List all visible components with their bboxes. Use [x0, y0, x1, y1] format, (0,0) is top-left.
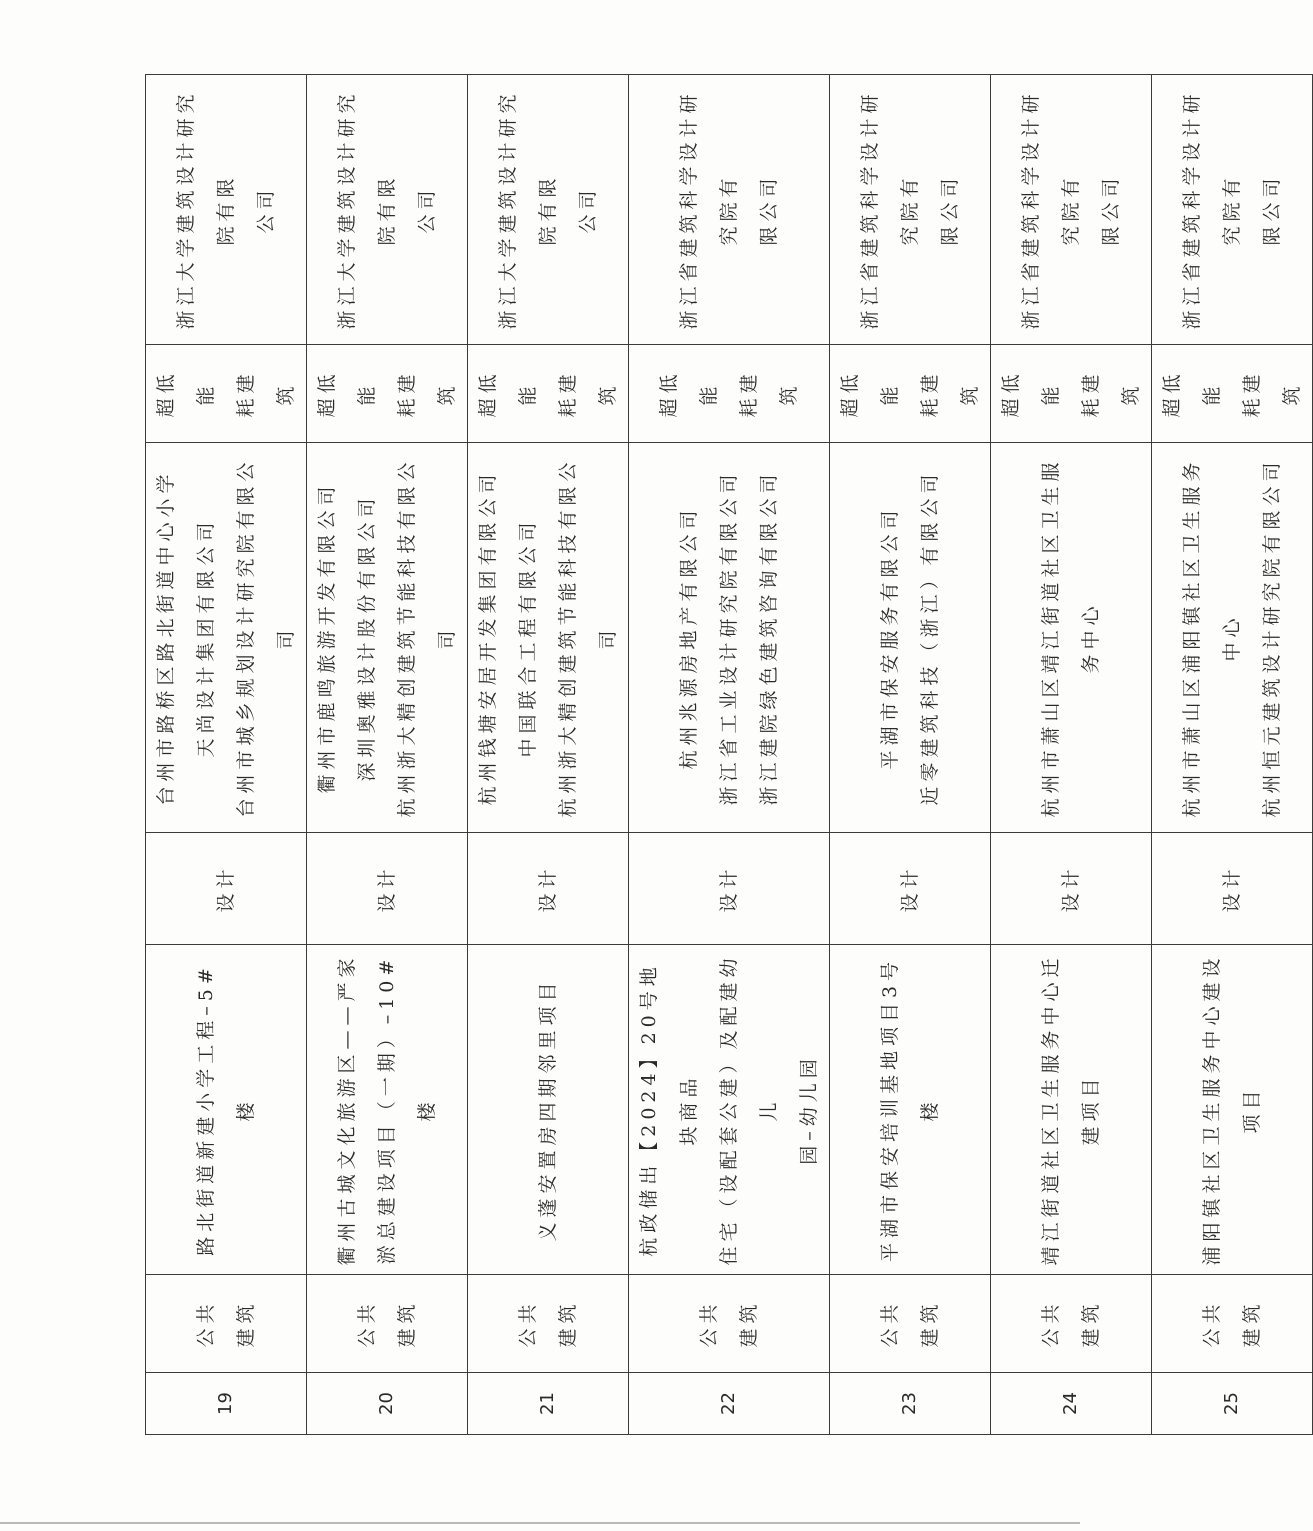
serial-number-cell: 21	[468, 1373, 629, 1435]
support-unit-cell	[146, 75, 307, 345]
table-row	[1152, 75, 1313, 1435]
cell-line: 杭州兆源房地产有限公司	[678, 505, 700, 770]
rotated-page	[145, 75, 1303, 1435]
building-type-cell	[468, 1275, 629, 1373]
support-unit-cell	[468, 75, 629, 345]
project-name-cell	[146, 945, 307, 1275]
cell-line: 园–幼儿园	[798, 1054, 820, 1165]
support-unit-cell	[1152, 75, 1313, 345]
technology-type-cell	[468, 345, 629, 443]
cell-line: 浙江省建筑科学设计研究院有	[678, 89, 740, 330]
building-type-cell	[307, 1275, 468, 1373]
page-bottom-rule	[0, 1522, 1080, 1524]
serial-number-cell: 22	[629, 1373, 830, 1435]
cell-line: 浙江省工业设计研究院有限公司	[718, 469, 740, 806]
cell-line: 耗建筑	[557, 369, 619, 418]
project-name-cell	[468, 945, 629, 1275]
table-row	[468, 75, 629, 1435]
cell-line: 建筑	[1080, 1299, 1102, 1348]
table-row	[830, 75, 991, 1435]
cell-line: 限公司	[1100, 173, 1122, 246]
stage-cell: 设计	[146, 833, 307, 945]
cell-line: 衢州古城文化旅游区——严家	[336, 953, 358, 1266]
cell-line: 项目	[1241, 1085, 1263, 1134]
cell-line: 耗建筑	[738, 369, 800, 418]
cell-line: 建项目	[1080, 1073, 1102, 1146]
cell-line: 浙江建院绿色建筑咨询有限公司	[758, 469, 780, 806]
participating-units-cell	[468, 443, 629, 833]
cell-line: 建筑	[557, 1299, 579, 1348]
cell-line: 平湖市保安培训基地项目3号楼	[879, 956, 941, 1263]
participating-units-cell	[629, 443, 830, 833]
stage-cell: 设计	[468, 833, 629, 945]
cell-line: 近零建筑科技（浙江）有限公司	[919, 469, 941, 806]
cell-line: 超低能	[658, 369, 720, 418]
cell-line: 浙江大学建筑设计研究院有限	[175, 89, 237, 330]
technology-type-cell	[991, 345, 1152, 443]
cell-line: 杭州浙大精创建筑节能科技有限公司	[557, 457, 619, 818]
cell-line: 衢州市鹿鸣旅游开发有限公司	[316, 481, 338, 794]
project-name-cell	[307, 945, 468, 1275]
cell-line: 杭州市萧山区靖江街道社区卫生服务中心	[1040, 457, 1102, 818]
cell-line: 耗建筑	[919, 369, 981, 418]
project-name-cell	[1152, 945, 1313, 1275]
cell-line: 耗建筑	[1080, 369, 1142, 418]
cell-line: 深圳奥雅设计股份有限公司	[356, 493, 378, 782]
participating-units-cell	[830, 443, 991, 833]
technology-type-cell	[307, 345, 468, 443]
building-type-cell	[146, 1275, 307, 1373]
cell-line: 住宅（设配套公建）及配建幼儿	[718, 953, 780, 1266]
stage-cell: 设计	[629, 833, 830, 945]
table-row	[146, 75, 307, 1435]
cell-line: 超低能	[477, 369, 539, 418]
serial-number-cell: 20	[307, 1373, 468, 1435]
cell-line: 耗建筑	[235, 369, 297, 418]
project-name-cell	[991, 945, 1152, 1275]
cell-line: 淤总建设项目（一期）–10#楼	[376, 954, 438, 1265]
cell-line: 公司	[577, 185, 599, 234]
serial-number-cell: 23	[830, 1373, 991, 1435]
cell-line: 路北街道新建小学工程–5#楼	[195, 963, 257, 1256]
participating-units-cell	[307, 443, 468, 833]
cell-line: 超低能	[155, 369, 217, 418]
cell-line: 限公司	[1261, 173, 1283, 246]
stage-cell: 设计	[1152, 833, 1313, 945]
project-name-cell	[830, 945, 991, 1275]
cell-line: 建筑	[235, 1299, 257, 1348]
cell-line: 限公司	[758, 173, 780, 246]
building-type-cell	[830, 1275, 991, 1373]
cell-line: 平湖市保安服务有限公司	[879, 505, 901, 770]
cell-line: 公司	[416, 185, 438, 234]
support-unit-cell	[830, 75, 991, 345]
cell-line: 浙江省建筑科学设计研究院有	[859, 89, 921, 330]
cell-line: 建筑	[919, 1299, 941, 1348]
serial-number-cell: 24	[991, 1373, 1152, 1435]
technology-type-cell	[146, 345, 307, 443]
technology-type-cell	[629, 345, 830, 443]
technology-type-cell	[830, 345, 991, 443]
participating-units-cell	[1152, 443, 1313, 833]
stage-cell: 设计	[307, 833, 468, 945]
participating-units-cell	[146, 443, 307, 833]
cell-line: 耗建筑	[1241, 369, 1303, 418]
cell-line: 浦阳镇社区卫生服务中心建设	[1201, 953, 1223, 1266]
cell-line: 浙江大学建筑设计研究院有限	[497, 89, 559, 330]
cell-line: 天尚设计集团有限公司	[195, 517, 217, 758]
cell-line: 建筑	[1241, 1299, 1263, 1348]
cell-line: 超低能	[839, 369, 901, 418]
cell-line: 台州市城乡规划设计研究院有限公司	[235, 457, 297, 818]
participating-units-cell	[991, 443, 1152, 833]
cell-line: 杭州浙大精创建筑节能科技有限公司	[396, 457, 458, 818]
building-type-cell	[991, 1275, 1152, 1373]
cell-line: 限公司	[939, 173, 961, 246]
project-table	[145, 74, 1313, 1435]
cell-line: 靖江街道社区卫生服务中心迁	[1040, 953, 1062, 1266]
technology-type-cell	[1152, 345, 1313, 443]
cell-line: 公共	[356, 1299, 378, 1348]
cell-line: 公共	[1040, 1299, 1062, 1348]
cell-line: 浙江大学建筑设计研究院有限	[336, 89, 398, 330]
cell-line: 建筑	[738, 1299, 760, 1348]
cell-line: 中国联合工程有限公司	[517, 517, 539, 758]
cell-line: 公共	[517, 1299, 539, 1348]
cell-line: 公共	[1201, 1299, 1223, 1348]
table-row	[991, 75, 1152, 1435]
cell-line: 公共	[698, 1299, 720, 1348]
support-unit-cell	[991, 75, 1152, 345]
building-type-cell	[629, 1275, 830, 1373]
serial-number-cell: 25	[1152, 1373, 1313, 1435]
stage-cell: 设计	[991, 833, 1152, 945]
cell-line: 公共	[879, 1299, 901, 1348]
cell-line: 超低能	[1000, 369, 1062, 418]
cell-line: 超低能	[316, 369, 378, 418]
table-row	[307, 75, 468, 1435]
cell-line: 杭州恒元建筑设计研究院有限公司	[1261, 457, 1283, 818]
stage-cell: 设计	[830, 833, 991, 945]
cell-line: 建筑	[396, 1299, 418, 1348]
cell-line: 浙江省建筑科学设计研究院有	[1020, 89, 1082, 330]
support-unit-cell	[307, 75, 468, 345]
cell-line: 超低能	[1161, 369, 1223, 418]
table-row	[629, 75, 830, 1435]
cell-line: 义蓬安置房四期邻里项目	[537, 977, 559, 1242]
building-type-cell	[1152, 1275, 1313, 1373]
cell-line: 公共	[195, 1299, 217, 1348]
project-name-cell	[629, 945, 830, 1275]
cell-line: 杭政储出【2024】20号地块商品	[638, 962, 700, 1257]
cell-line: 杭州钱塘安居开发集团有限公司	[477, 469, 499, 806]
cell-line: 公司	[255, 185, 277, 234]
support-unit-cell	[629, 75, 830, 345]
cell-line: 杭州市萧山区浦阳镇社区卫生服务中心	[1181, 457, 1243, 818]
serial-number-cell: 19	[146, 1373, 307, 1435]
cell-line: 耗建筑	[396, 369, 458, 418]
cell-line: 浙江省建筑科学设计研究院有	[1181, 89, 1243, 330]
cell-line: 台州市路桥区路北街道中心小学	[155, 469, 177, 806]
